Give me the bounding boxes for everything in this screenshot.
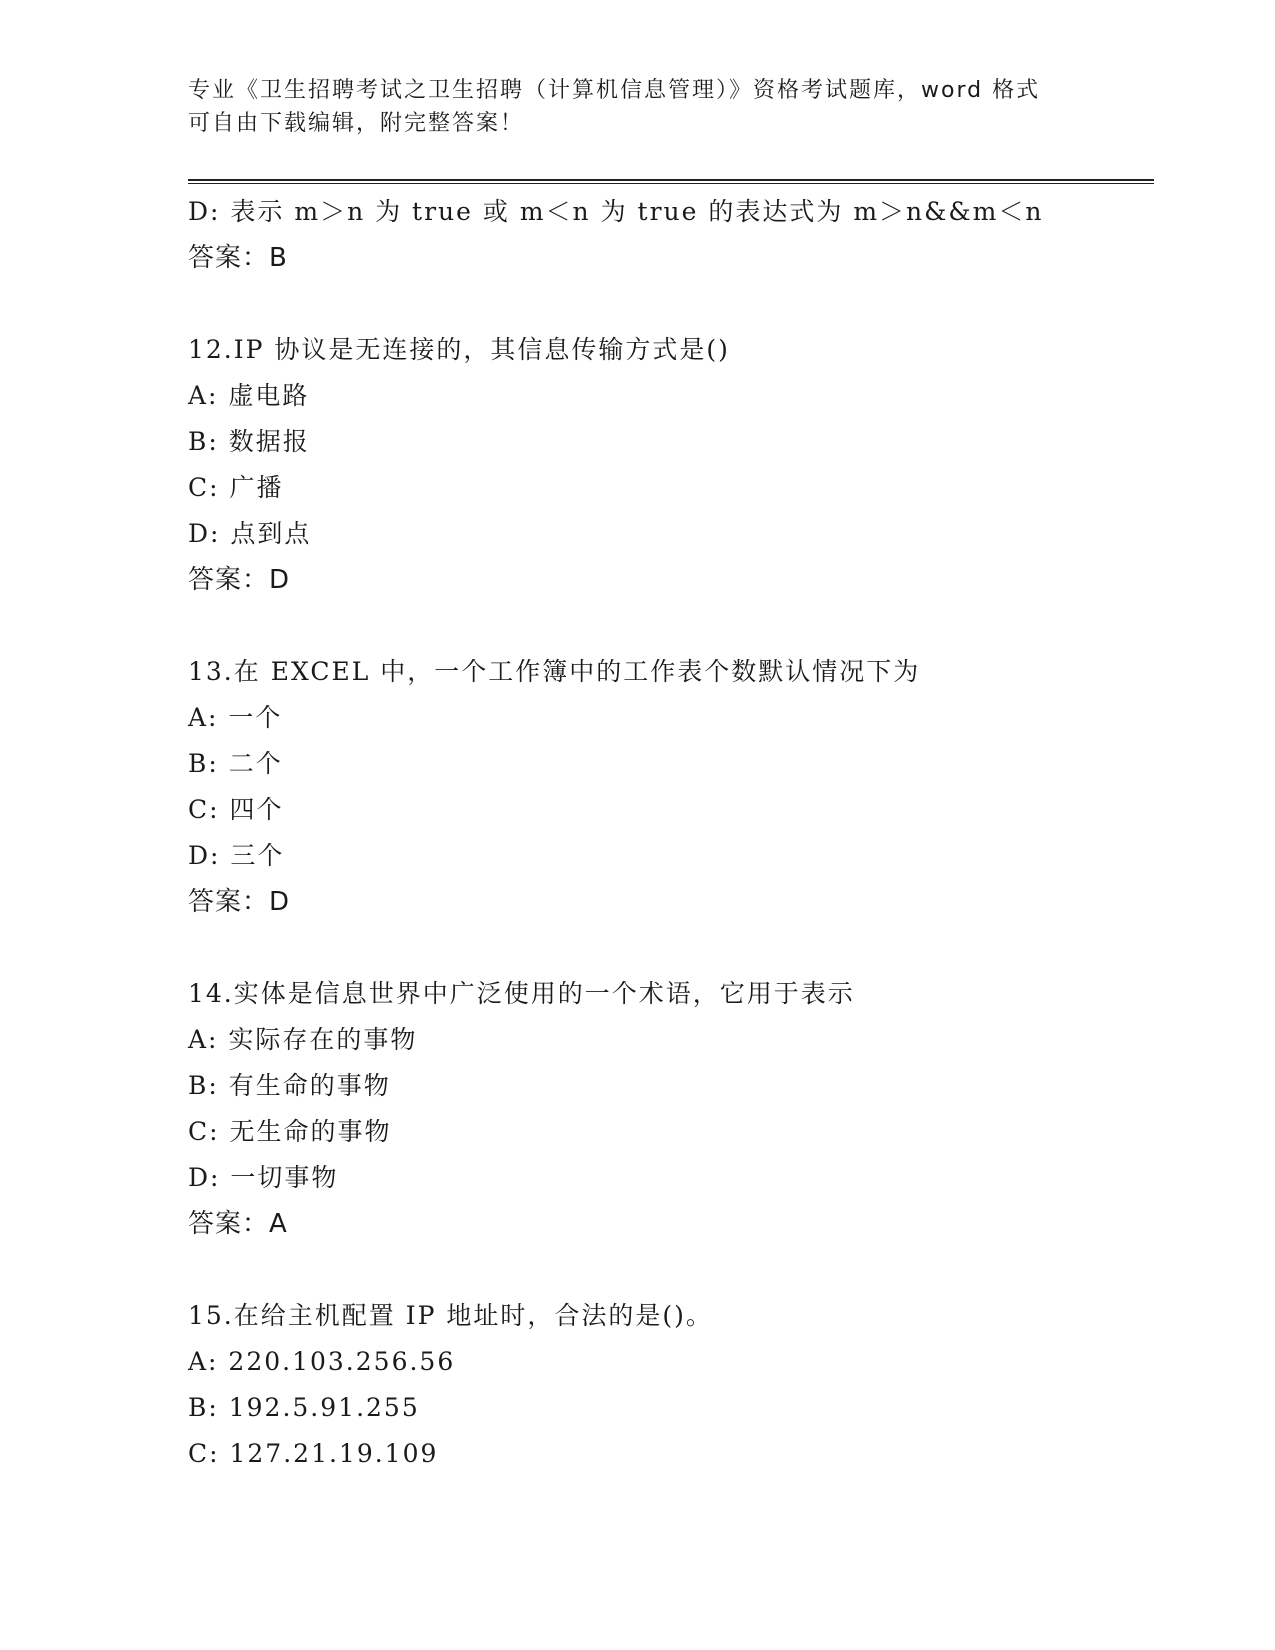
question-stem: 13.在 EXCEL 中，一个工作簿中的工作表个数默认情况下为 bbox=[188, 657, 921, 686]
question-14 bbox=[188, 971, 1148, 1247]
answer-label: 答案：D bbox=[188, 887, 291, 917]
option-b: B: 数据报 bbox=[188, 427, 310, 456]
option-d: D: 一切事物 bbox=[188, 1163, 339, 1192]
answer-label: 答案：D bbox=[188, 565, 291, 595]
header-title-line-2: 可自由下载编辑，附完整答案！ bbox=[188, 111, 525, 136]
option-a: A: 虚电路 bbox=[188, 381, 310, 410]
option-c: C: 无生命的事物 bbox=[188, 1117, 392, 1146]
header-divider-thick bbox=[188, 179, 1154, 181]
question-list bbox=[188, 189, 1148, 1477]
option-c: C: 127.21.19.109 bbox=[188, 1439, 439, 1468]
option-d: D: 点到点 bbox=[188, 519, 312, 548]
document-header bbox=[188, 74, 1088, 140]
spacer bbox=[188, 925, 1148, 971]
option-b: B: 二个 bbox=[188, 749, 283, 778]
option-d: D: 表示 m＞n 为 true 或 m＜n 为 true 的表达式为 m＞n&&m＜n bbox=[188, 197, 1044, 226]
header-divider-thin bbox=[188, 183, 1154, 184]
question-15 bbox=[188, 1293, 1148, 1477]
option-b: B: 192.5.91.255 bbox=[188, 1393, 420, 1422]
option-d: D: 三个 bbox=[188, 841, 285, 870]
answer-label: 答案：A bbox=[188, 1209, 288, 1239]
option-a: A: 220.103.256.56 bbox=[188, 1347, 456, 1376]
option-c: C: 四个 bbox=[188, 795, 284, 824]
question-stem: 15.在给主机配置 IP 地址时，合法的是()。 bbox=[188, 1301, 713, 1330]
header-title-line-1: 专业《卫生招聘考试之卫生招聘（计算机信息管理）》资格考试题库，word 格式 bbox=[188, 78, 1041, 103]
spacer bbox=[188, 603, 1148, 649]
option-c: C: 广播 bbox=[188, 473, 284, 502]
question-12 bbox=[188, 327, 1148, 603]
option-b: B: 有生命的事物 bbox=[188, 1071, 391, 1100]
question-stem: 14.实体是信息世界中广泛使用的一个术语，它用于表示 bbox=[188, 979, 855, 1008]
answer-label: 答案：B bbox=[188, 243, 288, 273]
question-11-tail bbox=[188, 189, 1148, 281]
question-13 bbox=[188, 649, 1148, 925]
option-a: A: 一个 bbox=[188, 703, 283, 732]
option-a: A: 实际存在的事物 bbox=[188, 1025, 418, 1054]
question-stem: 12.IP 协议是无连接的，其信息传输方式是() bbox=[188, 335, 730, 364]
spacer bbox=[188, 1247, 1148, 1293]
spacer bbox=[188, 281, 1148, 327]
